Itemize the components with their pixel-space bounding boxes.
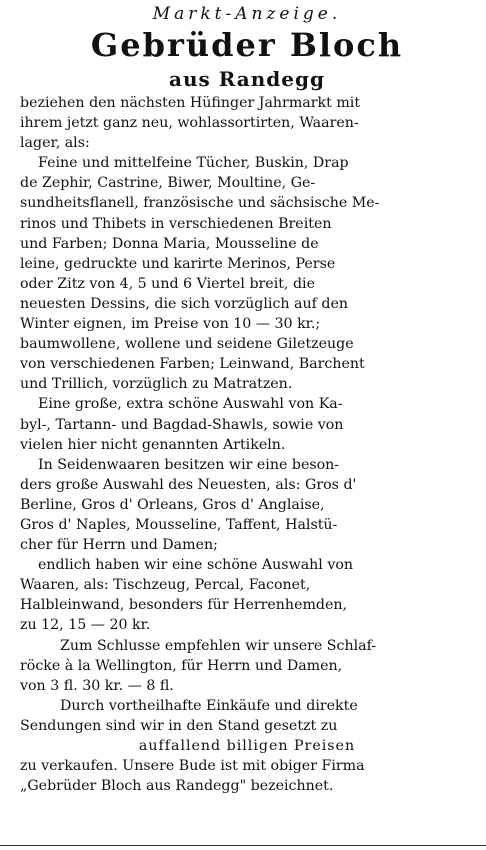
text-line: und Trillich, vorzüglich zu Matratzen. — [20, 376, 293, 393]
text-line: Durch vortheilhafte Einkäufe und direkte — [60, 697, 358, 714]
text-line: Berline, Gros d' Orleans, Gros d' Anglaise, — [20, 496, 325, 513]
text-line: de Zephir, Castrine, Biwer, Moultine, Ge- — [20, 175, 316, 192]
text-line: sundheitsflanell, französische und sächsische Me- — [20, 195, 380, 212]
text-line: und Farben; Donna Maria, Mousseline de — [20, 235, 319, 252]
text-line: Winter eignen, im Preise von 10 — 30 kr.; — [20, 316, 321, 333]
text-line: zu verkaufen. Unsere Bude ist mit obiger Firma — [20, 758, 365, 775]
firm-origin: aus Randegg — [169, 67, 325, 91]
firm-name: Gebrüder Bloch — [90, 26, 404, 64]
text-line: Eine große, extra schöne Auswahl von Ka- — [38, 396, 343, 413]
text-line: rinos und Thibets in verschiedenen Breiten — [20, 215, 332, 232]
text-line: Zum Schlusse empfehlen wir unsere Schlaf- — [60, 637, 377, 654]
text-line: vielen hier nicht genannten Artikeln. — [20, 436, 286, 453]
text-line: cher für Herrn und Damen; — [20, 537, 218, 554]
text-line: ders große Auswahl des Neuesten, als: Gros d' — [20, 476, 357, 493]
text-line: Sendungen sind wir in den Stand gesetzt zu — [20, 717, 338, 734]
text-line: Waaren, als: Tischzeug, Percal, Faconet, — [20, 577, 311, 594]
text-line: Halbleinwand, besonders für Herrenhemden, — [20, 597, 348, 614]
text-line: Gros d' Naples, Mousseline, Taffent, Halstü- — [20, 516, 338, 533]
text-line: von verschiedenen Farben; Leinwand, Barchent — [20, 356, 365, 373]
text-line: In Seidenwaaren besitzen wir eine beson- — [38, 456, 340, 473]
text-line: „Gebrüder Bloch aus Randegg" bezeichnet. — [20, 778, 334, 795]
ad-body — [20, 93, 474, 796]
ad-heading: Markt-Anzeige. — [152, 4, 342, 24]
text-line: beziehen den nächsten Hüfinger Jahrmarkt mit — [20, 95, 361, 111]
text-line: leine, gedruckte und karirte Merinos, Perse — [20, 255, 336, 272]
text-line: byl-, Tartann- und Bagdad-Shawls, sowie von — [20, 416, 344, 433]
text-line: baumwollene, wollene und seidene Giletzeuge — [20, 336, 354, 353]
text-line: neuesten Dessins, die sich vorzüglich auf den — [20, 295, 349, 312]
text-line: Feine und mittelfeine Tücher, Buskin, Drap — [38, 155, 349, 172]
text-line-emphasized: auffallend billigen Preisen — [138, 738, 356, 754]
text-line: oder Zitz von 4, 5 und 6 Viertel breit, die — [20, 275, 315, 292]
text-line: von 3 fl. 30 kr. — 8 fl. — [20, 677, 174, 694]
text-line: zu 12, 15 — 20 kr. — [20, 617, 151, 634]
ad-header — [20, 6, 474, 89]
text-line: röcke à la Wellington, für Herrn und Damen, — [20, 657, 343, 674]
text-line: ihrem jetzt ganz neu, wohlassortirten, Waaren- — [20, 115, 359, 132]
text-line: endlich haben wir eine schöne Auswahl von — [38, 557, 354, 574]
text-line: lager, als: — [20, 135, 90, 152]
bottom-divider — [0, 845, 486, 846]
